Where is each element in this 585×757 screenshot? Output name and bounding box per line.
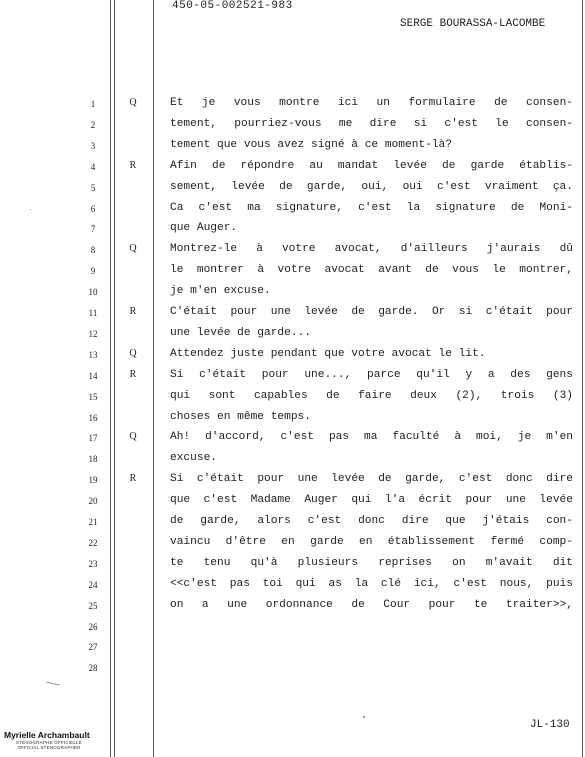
line-text: qui sont capables de faire deux (2), trois (3) xyxy=(170,389,573,402)
question-marker: Q xyxy=(129,243,137,255)
transcript-line xyxy=(0,302,585,323)
transcript-line xyxy=(0,553,585,574)
witness-name: SERGE BOURASSA-LACOMBE xyxy=(400,18,546,30)
line-text: je m'en excuse. xyxy=(170,285,271,298)
transcript-line xyxy=(0,177,585,198)
transcript-line xyxy=(0,574,585,595)
line-number: 3 xyxy=(90,140,96,151)
transcript-line xyxy=(0,595,585,616)
stenographer-signature xyxy=(4,730,94,750)
transcript-line xyxy=(0,198,585,219)
line-number: 22 xyxy=(88,537,98,548)
transcript-line xyxy=(0,636,585,657)
transcript-line xyxy=(0,365,585,386)
line-number: 20 xyxy=(88,496,98,507)
line-number: 12 xyxy=(88,328,98,339)
transcript-line xyxy=(0,511,585,532)
transcript-line xyxy=(0,386,585,407)
line-text: Attendez juste pendant que votre avocat le lit. xyxy=(170,347,486,360)
line-text: Afin de répondre au mandat levée de garde établis- xyxy=(170,159,573,172)
line-text: te tenu qu'à plusieurs reprises on m'avait dit xyxy=(170,556,573,569)
line-number: 15 xyxy=(88,391,98,402)
transcript-line xyxy=(0,93,585,114)
transcript-line xyxy=(0,218,585,239)
page-reference: JL-130 xyxy=(530,719,570,731)
line-number: 16 xyxy=(88,412,98,423)
line-text: Et je vous montre ici un formulaire de consen- xyxy=(170,97,573,109)
scan-speck xyxy=(363,716,365,718)
line-number: 28 xyxy=(88,663,98,674)
transcript-line xyxy=(0,156,585,177)
question-marker: Q xyxy=(129,97,137,108)
line-text: Ah! d'accord, c'est pas ma faculté à moi, je m'en xyxy=(170,431,573,444)
transcript-line xyxy=(0,427,585,448)
transcript-line xyxy=(0,616,585,637)
line-text: tement que vous avez signé à ce moment-là? xyxy=(170,138,452,151)
transcript-line xyxy=(0,469,585,490)
line-number: 4 xyxy=(90,161,96,172)
line-number: 14 xyxy=(88,370,98,381)
line-number: 10 xyxy=(88,287,98,298)
answer-marker: R xyxy=(129,473,137,485)
line-number: 26 xyxy=(88,621,98,632)
transcript-line xyxy=(0,281,585,302)
line-number: 24 xyxy=(88,579,98,590)
line-text: Si c'était pour une..., parce qu'il y a des gens xyxy=(170,368,573,381)
transcript-line xyxy=(0,532,585,553)
question-marker: Q xyxy=(129,347,137,359)
line-text: Ca c'est ma signature, c'est la signature de Moni- xyxy=(170,201,573,214)
line-number: 2 xyxy=(90,119,96,130)
line-text: on a une ordonnance de Cour pour te traiter>>, xyxy=(170,598,573,611)
line-text: C'était pour une levée de garde. Or si c'était pour xyxy=(170,306,573,318)
line-number: 23 xyxy=(88,558,98,569)
transcript-line xyxy=(0,114,585,135)
line-text: une levée de garde... xyxy=(170,326,311,339)
answer-marker: R xyxy=(129,368,137,380)
line-number: 19 xyxy=(88,475,98,486)
line-text: Montrez-le à votre avocat, d'ailleurs j'aurais dû xyxy=(170,243,573,256)
line-text: sement, levée de garde, oui, oui c'est vraiment ça. xyxy=(170,180,573,193)
transcript-line xyxy=(0,657,585,678)
line-number: 9 xyxy=(90,266,96,277)
line-text: choses en même temps. xyxy=(170,410,311,423)
line-text: que c'est Madame Auger qui l'a écrit pour une levée xyxy=(170,494,573,507)
transcript-line xyxy=(0,344,585,365)
scan-mark xyxy=(46,682,60,686)
line-text: <<c'est pas toi qui as la clé ici, c'est nous, puis xyxy=(170,577,573,590)
stenographer-name: Myrielle Archambault xyxy=(4,730,90,740)
line-number: 17 xyxy=(88,433,98,444)
stenographer-title-en: OFFICIAL STENOGRAPHER xyxy=(17,745,81,750)
line-text: excuse. xyxy=(170,452,217,465)
transcript-line xyxy=(0,135,585,156)
line-number: 1 xyxy=(90,99,96,109)
line-text: Si c'était pour une levée de garde, c'est donc dire xyxy=(170,473,573,486)
line-text: de garde, alors c'est donc dire que j'étais con- xyxy=(170,515,573,527)
line-number: 8 xyxy=(90,245,96,256)
line-number: 13 xyxy=(88,349,98,360)
line-number: 27 xyxy=(88,642,98,653)
transcript-line xyxy=(0,323,585,344)
transcript-line xyxy=(0,448,585,469)
line-text: le montrer à votre avocat avant de vous le montrer, xyxy=(170,264,573,277)
line-number: 6 xyxy=(90,203,96,214)
scan-speck xyxy=(30,209,31,210)
line-number: 11 xyxy=(88,308,98,318)
line-number: 18 xyxy=(88,454,98,465)
transcript-line xyxy=(0,490,585,511)
stenographer-title-fr: STÉNOGRAPHE OFFICIELLE xyxy=(16,740,82,745)
transcript-line xyxy=(0,239,585,260)
line-number: 7 xyxy=(90,224,96,235)
case-number: 450-05-002521-983 xyxy=(172,0,293,12)
line-text: tement, pourriez-vous me dire si c'est le consen- xyxy=(170,117,573,130)
line-number: 5 xyxy=(90,182,96,193)
line-text: vaincu d'être en garde en établissement fermé comp- xyxy=(170,535,573,548)
line-text: que Auger. xyxy=(170,222,238,235)
line-number: 25 xyxy=(88,600,98,611)
question-marker: Q xyxy=(129,431,137,443)
transcript-line xyxy=(0,260,585,281)
line-number: 21 xyxy=(88,517,98,527)
transcript-line xyxy=(0,407,585,428)
answer-marker: R xyxy=(129,159,137,171)
answer-marker: R xyxy=(129,306,137,317)
